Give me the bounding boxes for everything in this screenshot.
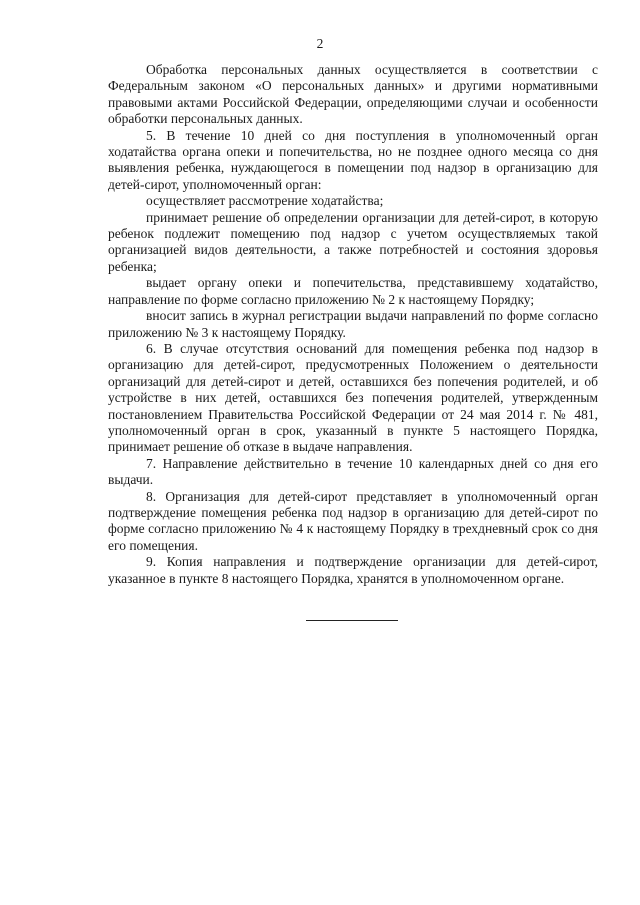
document-body	[108, 62, 598, 587]
paragraph-item-5-journal: вносит запись в журнал регистрации выдачи направлений по форме согласно приложению № 3 к настоящему Порядку.	[108, 308, 598, 340]
paragraph-item-5: 5. В течение 10 дней со дня поступления в уполномоченный орган ходатайства органа опеки и попечительства, но не позднее одного месяца со дня выявления ребенка, нуждающегося в помещении под надзор в организацию для детей-сирот, уполномоченный орган:	[108, 127, 598, 192]
paragraph-item-7: 7. Направление действительно в течение 10 календарных дней со дня его выдачи.	[108, 455, 598, 488]
paragraph-personal-data: Обработка персональных данных осуществляется в соответствии с Федеральным законом «О персональных данных» и другими нормативными правовыми актами Российской Федерации, определяющими случаи и особенности обработки персональных данных.	[108, 62, 598, 127]
paragraph-item-5-decision: принимает решение об определении организации для детей-сирот, в которую ребенок подлежит помещению под надзор с учетом осуществляемых такой организацией видов деятельности, а также потребностей и состояния здоровья ребенка;	[108, 209, 598, 274]
paragraph-item-6: 6. В случае отсутствия оснований для помещения ребенка под надзор в организацию для детей-сирот, предусмотренных Положением о деятельности организаций для детей-сирот и детей, оставшихся без попечения родителей, и об устройстве в них детей, оставшихся без попечения родителей, утвержденным постановлением Правительства Российской Федерации от 24 мая 2014 г. № 481, уполномоченный орган в срок, указанный в пункте 5 настоящего Порядка, принимает решение об отказе в выдаче направления.	[108, 340, 598, 455]
closing-divider	[306, 620, 398, 621]
paragraph-item-5-review: осуществляет рассмотрение ходатайства;	[146, 193, 384, 209]
paragraph-item-5-referral: выдает органу опеки и попечительства, представившему ходатайство, направление по форме согласно приложению № 2 к настоящему Порядку;	[108, 275, 598, 307]
paragraph-item-8: 8. Организация для детей-сирот представляет в уполномоченный орган подтверждение помещения ребенка под надзор в организацию для детей-сирот по форме согласно приложению № 4 к настоящему Порядку в трехдневный срок со дня его помещения.	[108, 488, 598, 553]
paragraph-item-9: 9. Копия направления и подтверждение организации для детей-сирот, указанное в пункте 8 настоящего Порядка, хранятся в уполномоченном органе.	[108, 554, 598, 586]
page-number: 2	[316, 36, 324, 51]
